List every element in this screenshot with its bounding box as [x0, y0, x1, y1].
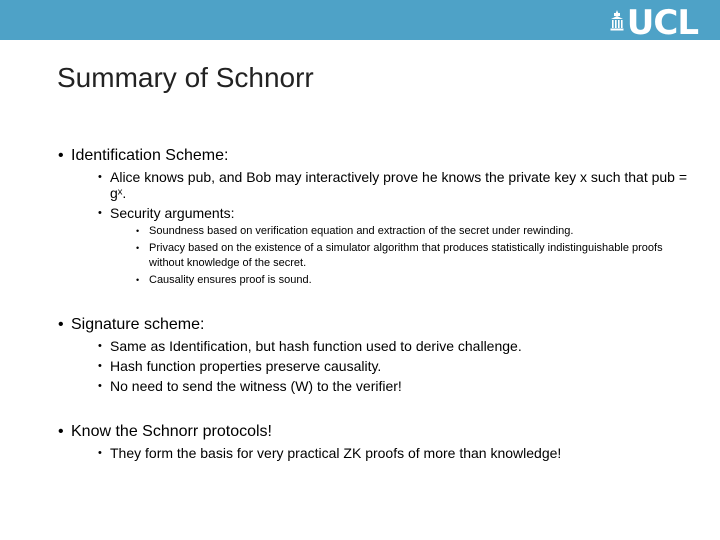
bullet-text: Signature scheme: [71, 316, 205, 333]
portico-icon [610, 10, 624, 32]
slide-title: Summary of Schnorr [57, 62, 314, 93]
sub-list [98, 338, 698, 394]
ucl-logo [610, 3, 698, 43]
sub-bullet-security [98, 205, 698, 288]
bullet-text: Identification Scheme: [71, 147, 229, 164]
bullet-list [58, 146, 698, 461]
bullet-identification [58, 146, 698, 288]
sub-bullet: • No need to send the witness (W) to the verifier! [98, 378, 698, 394]
sub-list [98, 445, 698, 461]
logo-text: UCL [626, 3, 698, 43]
sub-sub-bullet: • Privacy based on the existence of a simulator algorithm that produces statistically indistinguishable proofs without knowledge of the secret. [136, 241, 698, 271]
sub-bullet-text: Security arguments: [110, 205, 235, 221]
sub-sub-bullet: • Causality ensures proof is sound. [136, 273, 698, 288]
slide-content [58, 146, 698, 465]
sub-bullet: • Hash function properties preserve causality. [98, 358, 698, 374]
bullet-know-schnorr [58, 422, 698, 461]
bullet-text: Know the Schnorr protocols! [71, 423, 272, 440]
header-bar [0, 0, 720, 43]
sub-bullet: • They form the basis for very practical ZK proofs of more than knowledge! [98, 445, 698, 461]
sub-bullet: • Alice knows pub, and Bob may interactively prove he knows the private key x such that pub = gˣ. [98, 169, 698, 201]
sub-sub-list [136, 224, 698, 288]
sub-sub-bullet: • Soundness based on verification equation and extraction of the secret under rewinding. [136, 224, 698, 239]
sub-bullet: • Same as Identification, but hash function used to derive challenge. [98, 338, 698, 354]
bullet-signature [58, 315, 698, 394]
sub-list [98, 169, 698, 288]
